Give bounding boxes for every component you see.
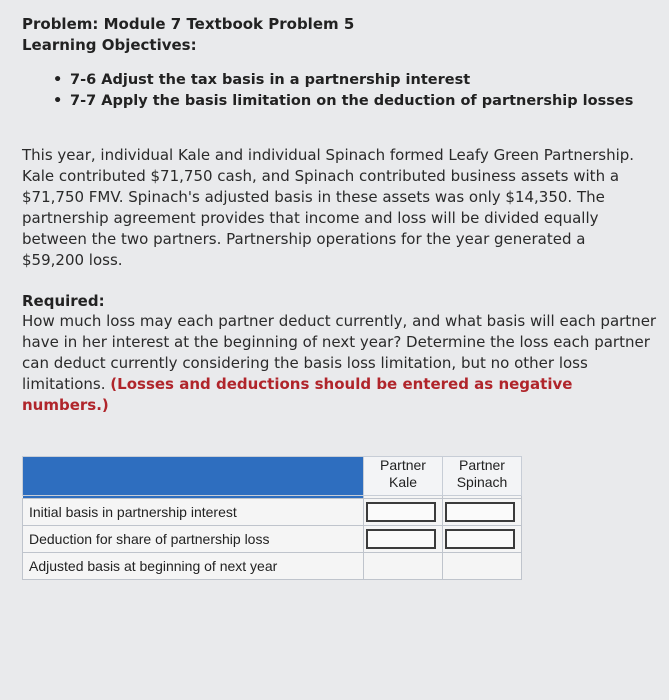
objectives-title: Learning Objectives: bbox=[22, 36, 197, 54]
kale-adjusted-basis-input[interactable] bbox=[364, 553, 442, 579]
kale-loss-deduction-cell bbox=[364, 526, 443, 553]
table-row bbox=[23, 526, 522, 553]
table-row bbox=[23, 553, 522, 580]
row-label-loss-deduction: Deduction for share of partnership loss bbox=[23, 526, 364, 553]
row-label-adjusted-basis: Adjusted basis at beginning of next year bbox=[23, 553, 364, 580]
spinach-adjusted-basis-cell bbox=[443, 553, 522, 580]
spinach-initial-basis-cell bbox=[443, 499, 522, 526]
column-header-line: Kale bbox=[388, 474, 418, 490]
column-header-spinach bbox=[443, 457, 522, 496]
problem-title: Problem: Module 7 Textbook Problem 5 bbox=[22, 15, 355, 33]
problem-text: This year, individual Kale and individual Spinach formed Leafy Green Partnership. Kale contributed $71,750 cash, and Spinach contributed business assets with a $71,750 FMV. Spinach's adjusted basis in these assets was only $14,350. The partnership agreement provides that income and loss will be divided equally between the two partners. Partnership operations for the year generated a $59,200 loss. bbox=[22, 146, 635, 269]
kale-initial-basis-cell bbox=[364, 499, 443, 526]
required-text bbox=[22, 311, 662, 416]
column-header-line: Spinach bbox=[456, 474, 508, 490]
kale-adjusted-basis-cell bbox=[364, 553, 443, 580]
column-header-line: Partner bbox=[380, 457, 426, 473]
required-emphasis: (Losses and deductions should be entered as negative numbers.) bbox=[22, 375, 573, 414]
kale-initial-basis-input[interactable] bbox=[366, 502, 436, 522]
spinach-initial-basis-input[interactable] bbox=[445, 502, 515, 522]
objective-item: • 7-7 Apply the basis limitation on the deduction of partnership losses bbox=[70, 91, 662, 112]
column-header-line: Partner bbox=[459, 457, 505, 473]
row-label-initial-basis: Initial basis in partnership interest bbox=[23, 499, 364, 526]
objective-item: • 7-6 Adjust the tax basis in a partnership interest bbox=[70, 70, 662, 91]
spinach-loss-deduction-cell bbox=[443, 526, 522, 553]
table-header-row bbox=[23, 457, 522, 496]
spinach-adjusted-basis-input[interactable] bbox=[443, 553, 521, 579]
answer-table bbox=[22, 456, 522, 580]
kale-loss-deduction-input[interactable] bbox=[366, 529, 436, 549]
problem-content bbox=[22, 14, 662, 416]
required-heading: Required: bbox=[22, 292, 105, 310]
objectives-list bbox=[22, 70, 662, 112]
column-header-kale bbox=[364, 457, 443, 496]
spinach-loss-deduction-input[interactable] bbox=[445, 529, 515, 549]
header-blank-cell bbox=[23, 457, 364, 496]
required-body: How much loss may each partner deduct currently, and what basis will each partner have in her interest at the beginning of next year? Determine the loss each partner can deduct currently considering the basis loss limitation, but no other loss limitations. bbox=[22, 312, 657, 393]
table-row bbox=[23, 499, 522, 526]
